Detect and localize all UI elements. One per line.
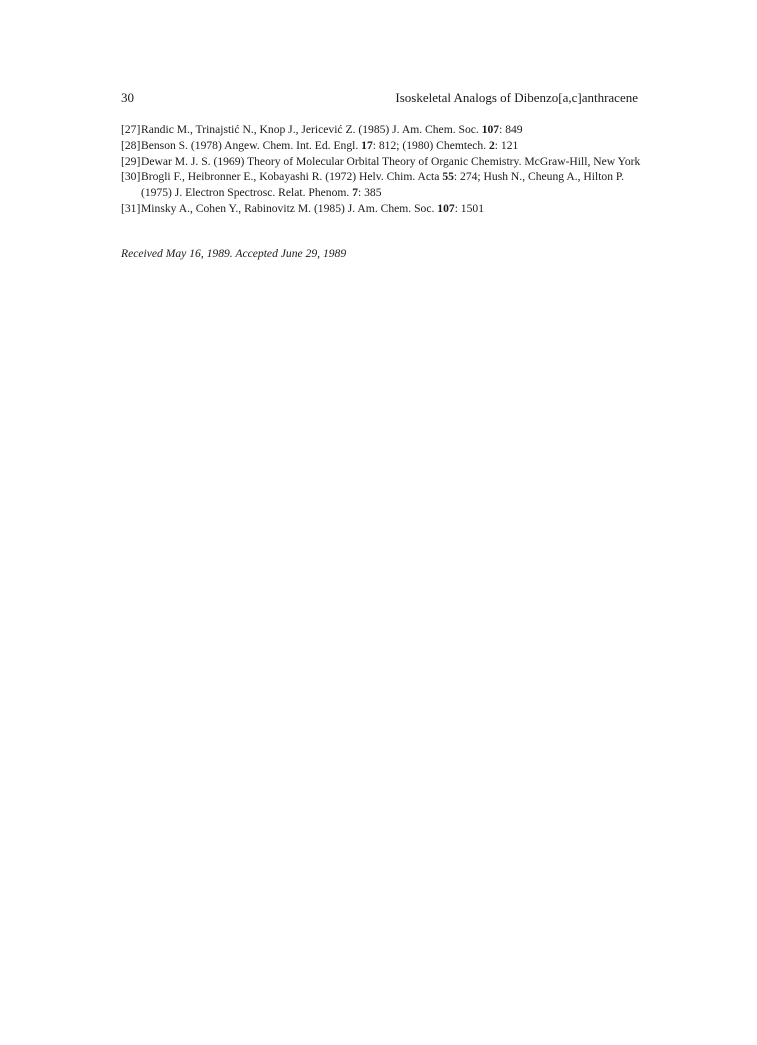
reference-volume: 17 [361, 138, 373, 152]
reference-volume: 2 [489, 138, 495, 152]
reference-number: [28] [121, 138, 141, 152]
reference-segment: : 121 [494, 138, 519, 152]
reference-segment: Randic M., Trinajstić N., Knop J., Jericević Z. (1985) J. Am. Chem. Soc. [141, 123, 482, 136]
reference-segment: : 812; (1980) Chemtech. [372, 138, 489, 152]
reference-number: [31] [121, 201, 141, 215]
reference-segment: : 849 [499, 123, 523, 136]
reference-list [121, 122, 641, 217]
reference-number: [27] [121, 123, 141, 136]
reference-text [141, 123, 523, 136]
running-title: Isoskeletal Analogs of Dibenzo[a,c]anthracene [395, 90, 638, 105]
reference-volume: 55 [442, 170, 454, 184]
reference-segment: Minsky A., Cohen Y., Rabinovitz M. (1985) J. Am. Chem. Soc. [141, 201, 438, 215]
reference-item [121, 154, 641, 170]
reference-text [141, 139, 518, 152]
reference-item [121, 201, 641, 217]
reference-volume: 107 [481, 123, 500, 136]
reference-item [121, 138, 641, 154]
reference-segment: : 274; Hush N., Cheung A., Hilton P. (1975) J. Electron Spectrosc. Relat. Phenom. [141, 170, 624, 200]
reference-number: [29] [121, 154, 141, 168]
reference-text [141, 155, 640, 168]
received-accepted-note: Received May 16, 1989. Accepted June 29, 1989 [121, 247, 347, 260]
page-number: 30 [121, 90, 134, 105]
reference-item [121, 169, 641, 201]
reference-volume: 107 [437, 201, 455, 215]
reference-item [121, 122, 641, 138]
reference-segment: Brogli F., Heibronner E., Kobayashi R. (1972) Helv. Chim. Acta [141, 170, 443, 184]
reference-segment: Dewar M. J. S. (1969) Theory of Molecular Orbital Theory of Organic Chemistry. McGraw-Hill, New York [141, 154, 641, 168]
reference-text [141, 202, 484, 215]
reference-volume: 7 [352, 186, 359, 200]
reference-number: [30] [121, 170, 141, 184]
reference-segment: Benson S. (1978) Angew. Chem. Int. Ed. Engl. [141, 138, 362, 152]
reference-text [141, 170, 624, 199]
reference-segment: : 385 [358, 186, 382, 200]
reference-segment: : 1501 [454, 201, 484, 215]
